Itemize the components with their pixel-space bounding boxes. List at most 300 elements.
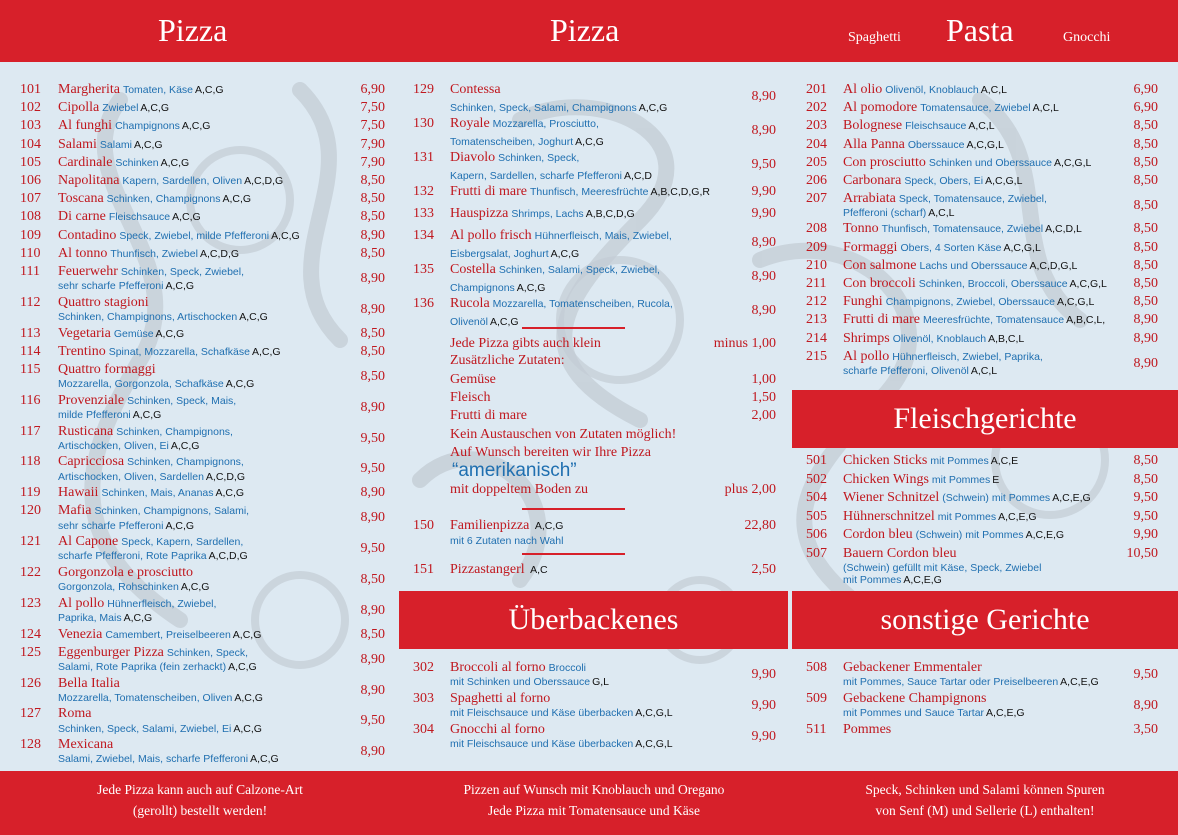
item-number: 101: [20, 82, 41, 97]
item-description-text: mit Fleischsauce und Käse überbacken: [450, 707, 634, 719]
divider: [522, 553, 625, 555]
item-name-line: [58, 173, 283, 189]
footer-allergen-note: [795, 779, 1175, 821]
allergen-codes: A,C,D: [624, 170, 653, 182]
item-number: 127: [20, 706, 41, 722]
item-description: [58, 723, 262, 735]
item-name: Feuerwehr: [58, 264, 118, 279]
list-item: [413, 184, 777, 202]
item-description: Schinken: [115, 156, 159, 169]
item-name: Wiener Schnitzel: [843, 490, 940, 505]
item-description: Olivenöl, Knoblauch: [892, 332, 987, 345]
item-description: [58, 520, 194, 532]
footer-line: von Senf (M) und Sellerie (L) enthalten!: [875, 803, 1095, 818]
item-description: Fleischsauce: [905, 120, 967, 133]
item-name: Salami: [58, 136, 97, 152]
item-price: 9,90: [751, 729, 776, 744]
item-price: 8,90: [1133, 330, 1158, 346]
item-name-line: [843, 100, 1059, 116]
allergen-codes: A,C,D,L: [1045, 223, 1082, 236]
item-number: 131: [413, 150, 434, 165]
item-number: 505: [806, 508, 827, 524]
amerikanisch-label: “amerikanisch”: [452, 460, 577, 481]
allergen-codes: A,C,G: [222, 193, 252, 206]
list-item: [20, 644, 386, 673]
list-item: [20, 344, 386, 362]
allergen-codes: A,C,D,G,L: [1029, 259, 1078, 272]
item-number: 106: [20, 173, 41, 188]
item-price: 8,50: [360, 369, 385, 384]
item-name-line: [450, 691, 550, 707]
list-item: [20, 118, 386, 136]
allergen-codes: E: [992, 473, 1000, 486]
item-price: 8,90: [1133, 355, 1158, 371]
list-item: [20, 173, 386, 191]
footer-line: Pizzen auf Wunsch mit Knoblauch und Oregano: [463, 782, 725, 797]
item-name: Frutti di mare: [450, 184, 527, 199]
item-name-line: [58, 264, 244, 280]
item-name-line: [843, 137, 1004, 153]
item-name: Cordon bleu: [843, 527, 913, 542]
list-item: [806, 118, 1158, 136]
item-description-text: mit Schinken und Oberssauce: [450, 676, 591, 688]
allergen-codes: A,C,E,G: [1025, 529, 1065, 541]
item-name-line: [58, 565, 193, 581]
item-name-line: [843, 453, 1018, 469]
allergen-codes: A,C,G: [215, 487, 245, 500]
item-price: 8,50: [1133, 118, 1158, 134]
item-description: Fleischsauce: [108, 211, 171, 224]
item-name: Eggenburger Pizza: [58, 644, 164, 660]
item-description-text: scharfe Pfefferoni, Olivenöl: [843, 364, 969, 377]
item-description-text: sehr scharfe Pfefferoni: [58, 280, 164, 293]
item-number: 202: [806, 100, 827, 116]
item-name: Hawaii: [58, 485, 99, 501]
ueberbackenes-banner: Überbackenes: [399, 591, 788, 649]
item-description-text: Salami, Rote Paprika (fein zerhackt): [58, 660, 227, 673]
list-item: [413, 722, 777, 750]
item-description-text: Olivenöl: [450, 316, 488, 328]
item-description-text: mit Fleischsauce und Käse überbacken: [450, 738, 634, 750]
item-name: Venezia: [58, 626, 103, 642]
item-name-line: [58, 645, 248, 661]
list-item: [806, 294, 1158, 312]
item-description: Champignons: [115, 120, 180, 133]
item-name: Trentino: [58, 343, 106, 359]
item-price: 8,50: [1133, 173, 1158, 188]
item-price: 9,90: [751, 206, 776, 221]
item-description-text: Salami, Zwiebel, Mais, scharfe Pfefferoni: [58, 753, 249, 766]
item-name-line: [58, 344, 281, 360]
item-price: 8,50: [360, 572, 385, 587]
list-item: [20, 362, 386, 391]
item-price: 9,50: [360, 461, 385, 477]
item-description: [58, 311, 268, 323]
wunsch-note: Auf Wunsch bereiten wir Ihre Pizza: [450, 445, 651, 460]
spaghetti-label: Spaghetti: [848, 30, 901, 45]
list-item: [413, 660, 777, 688]
item-description: [450, 102, 667, 114]
item-number: 303: [413, 691, 434, 706]
item-name-line: [58, 485, 244, 501]
item-name: Costella: [450, 262, 496, 277]
allergen-codes: A,C,G,L: [635, 738, 673, 750]
item-name: Di carne: [58, 209, 106, 225]
item-name: Carbonara: [843, 173, 902, 188]
footer-bar: [0, 771, 1178, 835]
item-price: 9,50: [360, 713, 385, 729]
item-name: Contessa: [450, 82, 501, 97]
allergen-codes: A,C,G: [180, 581, 210, 594]
allergen-codes: A,C,G: [170, 439, 200, 452]
item-description: Hühnerfleisch, Zwiebel, Paprika,: [892, 350, 1043, 363]
item-name-line: [58, 596, 216, 612]
list-item: [20, 155, 386, 173]
item-number: 207: [806, 191, 827, 207]
allergen-codes: A,C,G: [225, 378, 255, 391]
item-price: 8,50: [360, 626, 385, 642]
item-description: Obers, 4 Sorten Käse: [900, 241, 1002, 254]
header-bar: [0, 0, 1178, 62]
item-description: mit Pommes: [931, 473, 991, 486]
item-description-text: mit Pommes und Sauce Tartar: [843, 707, 985, 719]
allergen-codes: A,C,G: [232, 628, 262, 641]
list-item: [806, 276, 1158, 294]
item-name-line: [58, 454, 244, 470]
item-number: 212: [806, 294, 827, 310]
item-description: Tomaten, Käse: [122, 84, 193, 96]
list-item: [806, 453, 1158, 471]
item-name-line: [58, 137, 163, 153]
item-description-text: Mozzarella, Tomatenscheiben, Oliven: [58, 691, 233, 704]
item-price: 8,50: [360, 173, 385, 188]
item-name-line: [58, 191, 251, 207]
list-item: [806, 173, 1158, 191]
item-name: Pommes: [843, 722, 892, 737]
item-description-text: milde Pfefferoni: [58, 408, 131, 421]
list-item: [20, 565, 386, 594]
item-price: 8,90: [360, 682, 385, 698]
item-name-line: [58, 424, 233, 440]
item-number: 105: [20, 154, 41, 170]
pizza-title-center: Pizza: [550, 12, 620, 48]
zutaten-label: Zusätzliche Zutaten:: [450, 353, 565, 368]
footer-line: Speck, Schinken und Salami können Spuren: [865, 782, 1105, 797]
item-price: 8,90: [751, 235, 776, 250]
item-price: 7,90: [360, 136, 385, 152]
list-item: [20, 82, 386, 100]
item-description-text: Paprika, Mais: [58, 611, 122, 624]
item-description: mit Pommes: [930, 455, 989, 467]
list-item: [20, 100, 386, 118]
item-price: 8,90: [1133, 698, 1158, 713]
item-name: Funghi: [843, 294, 883, 310]
allergen-codes: A,C,G: [195, 84, 224, 96]
item-name: Quattro formaggi: [58, 362, 156, 377]
item-description: [843, 365, 997, 377]
allergen-codes: A,C,G: [489, 316, 519, 328]
list-item: [20, 534, 386, 563]
item-name-line: [843, 276, 1107, 292]
item-price: 8,90: [751, 89, 776, 104]
item-price: 8,50: [360, 245, 385, 261]
item-number: 126: [20, 675, 41, 691]
list-item: [20, 228, 386, 246]
allergen-codes: G,L: [592, 676, 610, 688]
item-description: [58, 692, 263, 704]
item-description: (Schwein) mit Pommes: [942, 492, 1051, 504]
item-name-line: [843, 546, 957, 562]
allergen-codes: A,C,G,L: [635, 707, 673, 719]
allergen-codes: A,C,E,G: [998, 510, 1037, 523]
allergen-codes: A,C,D,G: [208, 550, 248, 563]
item-number: 304: [413, 722, 434, 737]
item-name: Alla Panna: [843, 136, 905, 152]
list-item: [806, 527, 1158, 545]
item-number: 210: [806, 257, 827, 273]
item-price: 6,90: [1133, 82, 1158, 97]
item-description: Speck, Zwiebel, milde Pfefferoni: [119, 229, 270, 242]
list-item: [20, 485, 386, 503]
item-name-line: [843, 691, 986, 707]
item-description: Broccoli: [548, 662, 586, 674]
item-name: Quattro stagioni: [58, 294, 149, 310]
item-name-line: [450, 116, 599, 132]
item-price: 9,90: [751, 667, 776, 682]
footer-line: (gerollt) bestellt werden!: [132, 803, 268, 818]
allergen-codes: A,C,G: [160, 156, 190, 169]
allergen-codes: A,C,G,L: [1003, 241, 1041, 254]
item-name-line: [843, 312, 1105, 328]
item-description: Thunfisch, Meeresfrüchte: [530, 186, 649, 198]
item-price: 6,90: [1133, 100, 1158, 116]
list-item: [806, 155, 1158, 173]
gnocchi-label: Gnocchi: [1063, 30, 1111, 45]
item-price: 9,50: [1133, 490, 1158, 505]
item-number: 121: [20, 534, 41, 550]
item-number: 103: [20, 118, 41, 134]
item-description: Schinken, Champignons,: [116, 425, 233, 438]
item-number: 511: [806, 722, 827, 737]
familienpizza-price: 22,80: [744, 518, 776, 533]
list-item: [806, 691, 1158, 719]
item-price: 3,50: [1133, 722, 1158, 737]
item-name: Arrabiata: [843, 191, 896, 207]
item-number: 107: [20, 191, 41, 207]
item-name: Roma: [58, 706, 92, 722]
item-number: 133: [413, 206, 434, 221]
list-item: [806, 722, 1158, 740]
item-name-line: [450, 296, 673, 312]
item-name-line: [450, 722, 545, 738]
item-price: 8,50: [1133, 221, 1158, 237]
item-description: Schinken, Champignons,: [127, 456, 244, 469]
item-name: Hauspizza: [450, 206, 509, 221]
item-description-text: Champignons: [450, 282, 515, 294]
list-item: [413, 296, 777, 328]
allergen-codes: A,C,G: [638, 102, 668, 114]
allergen-codes: A,B,C,L,: [1066, 314, 1106, 327]
item-price: 9,50: [360, 430, 385, 446]
item-number: 504: [806, 490, 827, 505]
item-number: 214: [806, 330, 827, 346]
item-name-line: [843, 221, 1082, 237]
item-price: 8,90: [360, 744, 385, 760]
item-name: Vegetaria: [58, 325, 111, 341]
list-item: [806, 82, 1158, 100]
item-name-line: [58, 118, 210, 134]
item-number: 116: [20, 392, 41, 408]
item-name: Royale: [450, 116, 490, 131]
item-name: Chicken Sticks: [843, 453, 928, 468]
list-item: [413, 228, 777, 260]
item-price: 7,50: [360, 118, 385, 134]
item-number: 125: [20, 644, 41, 660]
item-name-line: [843, 331, 1024, 347]
list-item: [413, 82, 777, 114]
item-name: Margherita: [58, 82, 120, 97]
item-number: 502: [806, 471, 827, 487]
item-number: 215: [806, 348, 827, 364]
allergen-codes: A,C,L: [980, 84, 1007, 96]
allergen-codes: A,C,L: [928, 207, 955, 220]
allergen-codes: A,B,C,D,G: [585, 208, 635, 220]
item-name: Frutti di mare: [843, 312, 920, 328]
item-description: [450, 136, 604, 148]
item-price: 9,50: [1133, 508, 1158, 524]
allergen-codes: A,C,G: [165, 280, 195, 293]
item-description-text: sehr scharfe Pfefferoni: [58, 519, 164, 532]
list-item: [20, 706, 386, 735]
list-item: [20, 209, 386, 227]
item-price: 8,90: [360, 271, 385, 286]
item-description: Schinken, Mais, Ananas: [101, 487, 214, 500]
item-name-line: [58, 326, 184, 342]
allergen-codes: A,C,G: [123, 611, 153, 624]
allergen-codes: A,C,G,L: [966, 138, 1004, 151]
allergen-codes: A,B,C,D,G,R: [650, 186, 710, 198]
item-description: [450, 282, 545, 294]
allergen-codes: A,C,G: [134, 138, 163, 151]
familienpizza-desc: mit 6 Zutaten nach Wahl: [450, 535, 564, 547]
item-number: 134: [413, 228, 434, 243]
item-name-line: [58, 228, 300, 244]
item-name: Al funghi: [58, 118, 113, 134]
item-name-line: [58, 295, 149, 311]
item-description: [843, 207, 955, 219]
item-price: 8,50: [1133, 276, 1158, 291]
item-description: Speck, Obers, Ei: [904, 175, 984, 187]
item-name-line: [843, 118, 995, 134]
item-description: Zwiebel: [102, 102, 139, 115]
item-number: 114: [20, 343, 41, 359]
allergen-codes: A,C,G: [140, 102, 170, 115]
item-number: 150: [413, 518, 434, 533]
item-description: Salami: [99, 138, 132, 151]
item-name-line: [843, 472, 999, 488]
item-name-line: [843, 240, 1041, 256]
item-name: Toscana: [58, 191, 104, 207]
divider: [522, 327, 625, 329]
klein-price: minus 1,00: [713, 336, 776, 351]
item-name-line: [58, 534, 243, 550]
item-description-text: Mozzarella, Gorgonzola, Schafkäse: [58, 378, 224, 391]
doppel-boden-label: mit doppeltem Boden zu: [450, 482, 589, 497]
item-number: 506: [806, 527, 827, 542]
item-description: [58, 409, 161, 421]
item-description: Oberssauce: [907, 138, 965, 151]
footer-line: Jede Pizza mit Tomatensauce und Käse: [487, 803, 701, 818]
item-name-line: [450, 206, 635, 222]
list-item: [806, 348, 1158, 377]
list-item: [413, 116, 777, 148]
item-number: 201: [806, 82, 827, 97]
allergen-codes: A,C,E: [990, 455, 1019, 467]
item-price: 8,50: [1133, 198, 1158, 214]
item-name-line: [843, 660, 982, 676]
item-name: Hühnerschnitzel: [843, 508, 935, 524]
list-item: [20, 191, 386, 209]
item-price: 8,90: [751, 303, 776, 318]
item-name-line: [450, 228, 672, 244]
item-price: 8,90: [360, 227, 385, 243]
item-number: 132: [413, 184, 434, 199]
allergen-codes: A,C,G: [181, 120, 211, 133]
list-item: [20, 294, 386, 323]
item-description: [450, 676, 609, 688]
list-item: [806, 472, 1158, 490]
item-number: 501: [806, 453, 827, 468]
allergen-codes: A,C,E,G: [1060, 676, 1099, 688]
item-name: Al tonno: [58, 245, 108, 261]
item-number: 129: [413, 82, 434, 97]
item-name-line: [843, 509, 1037, 525]
item-number: 130: [413, 116, 434, 131]
item-name-line: [58, 362, 156, 378]
item-name: Provenziale: [58, 392, 125, 408]
item-name-line: [843, 294, 1094, 310]
item-description: [58, 661, 257, 673]
pizzastangerl-name: Pizzastangerl A,C: [450, 562, 548, 577]
list-item: [806, 191, 1158, 220]
item-price: 7,90: [360, 154, 385, 170]
allergen-codes: A,C,G: [172, 211, 201, 224]
item-price: 6,90: [360, 82, 385, 97]
item-description: [58, 612, 152, 624]
item-price: 8,50: [360, 343, 385, 359]
item-number: 151: [413, 562, 434, 577]
item-name-line: [58, 393, 236, 409]
item-name-line: [843, 722, 891, 738]
item-price: 9,90: [751, 184, 776, 199]
item-description: Mozzarella, Prosciutto,: [492, 118, 599, 130]
item-name-line: [58, 209, 201, 225]
item-description: Schinken, Speck,: [498, 152, 580, 164]
familienpizza-name: Familienpizza A,C,G: [450, 518, 564, 533]
item-price: 8,90: [360, 602, 385, 618]
footer-line: Jede Pizza kann auch auf Calzone-Art: [97, 782, 303, 797]
item-number: 113: [20, 325, 41, 341]
fleisch-label: Fleisch: [450, 390, 491, 405]
item-description: mit Pommes: [937, 510, 997, 523]
item-description: [58, 440, 199, 452]
item-name-line: [450, 82, 501, 98]
item-description: [58, 280, 194, 292]
item-name-line: [58, 737, 113, 753]
item-name: Con salmone: [843, 257, 917, 273]
item-number: 209: [806, 239, 827, 255]
item-name: Gebackene Champignons: [843, 691, 987, 706]
